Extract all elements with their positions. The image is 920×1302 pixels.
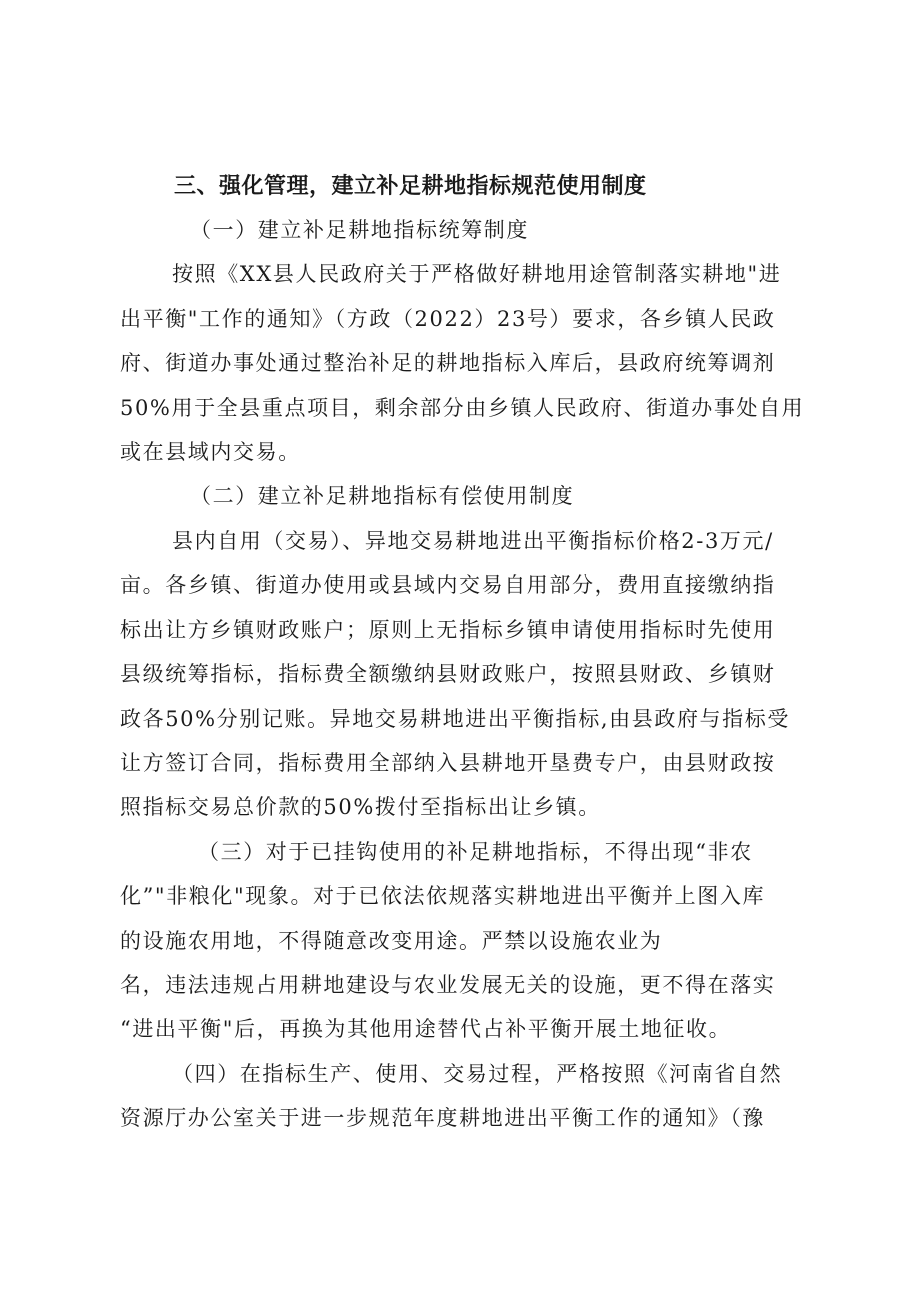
section-heading: 三、强化管理，建立补足耕地指标规范使用制度 xyxy=(174,174,647,199)
subsection-title-1: （一）建立补足耕地指标统筹制度 xyxy=(190,218,529,242)
paragraph-1-line: 府、街道办事处通过整治补足的耕地指标入库后，县政府统筹调剂 xyxy=(120,351,776,375)
subsection-title-2: （二）建立补足耕地指标有偿使用制度 xyxy=(190,484,575,508)
paragraph-2-line: 让方签订合同，指标费用全部纳入县耕地开垦费专户，由县财政按 xyxy=(120,751,776,775)
paragraph-2-line: 县级统筹指标，指标费全额缴纳县财政账户，按照县财政、乡镇财 xyxy=(120,662,776,686)
paragraph-3-line: （三）对于已挂钩使用的补足耕地指标，不得出现“非农 xyxy=(198,840,753,864)
paragraph-2-line: 政各50%分别记账。异地交易耕地进出平衡指标,由县政府与指标受 xyxy=(120,707,790,731)
paragraph-4-line: 资源厅办公室关于进一步规范年度耕地进出平衡工作的通知》（豫 xyxy=(120,1106,765,1130)
paragraph-3-line: 化”"非粮化"现象。对于已依法依规落实耕地进出平衡并上图入库 xyxy=(120,884,766,908)
paragraph-1-line: 50%用于全县重点项目，剩余部分由乡镇人民政府、街道办事处自用 xyxy=(120,396,805,420)
paragraph-2-line: 县内自用（交易）、异地交易耕地进出平衡指标价格2-3万元/ xyxy=(172,529,774,553)
paragraph-3-line: “进出平衡"后，再换为其他用途替代占补平衡开展土地征收。 xyxy=(120,1017,732,1041)
paragraph-4-line: （四）在指标生产、使用、交易过程，严格按照《河南省自然 xyxy=(172,1062,783,1086)
paragraph-2-line: 亩。各乡镇、街道办使用或县域内交易自用部分，费用直接缴纳指 xyxy=(120,573,776,597)
paragraph-3-line: 的设施农用地，不得随意改变用途。严禁以设施农业为 xyxy=(120,929,663,953)
paragraph-3-line: 名，违法违规占用耕地建设与农业发展无关的设施，更不得在落实 xyxy=(120,973,776,997)
paragraph-1-line: 或在县域内交易。 xyxy=(120,440,301,464)
paragraph-1-line: 按照《XX县人民政府关于严格做好耕地用途管制落实耕地"进 xyxy=(172,262,782,286)
paragraph-1-line: 出平衡"工作的通知》（方政（2022）23号）要求，各乡镇人民政 xyxy=(120,307,776,331)
paragraph-2-line: 标出让方乡镇财政账户；原则上无指标乡镇申请使用指标时先使用 xyxy=(120,618,776,642)
paragraph-2-line: 照指标交易总价款的50%拨付至指标出让乡镇。 xyxy=(120,795,601,819)
